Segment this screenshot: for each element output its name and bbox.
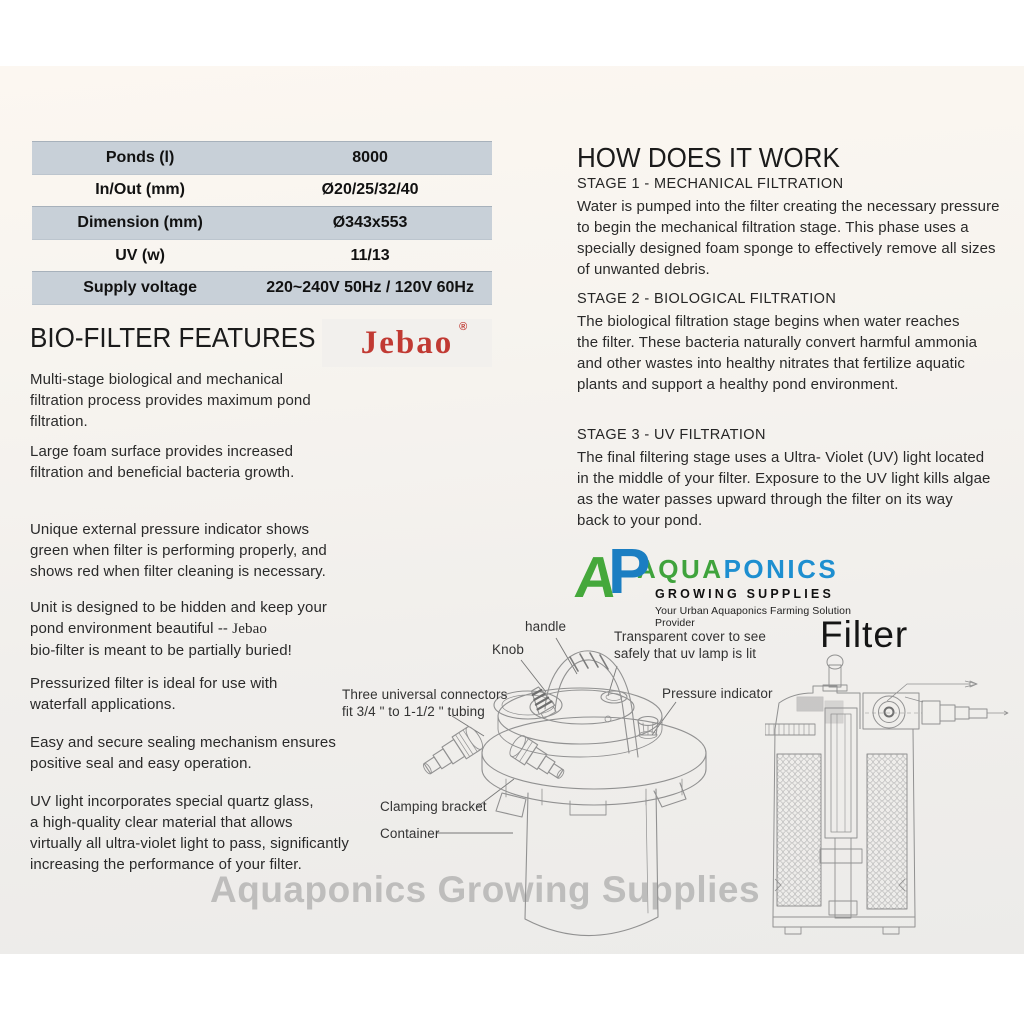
feature-paragraph: Pressurized filter is ideal for use with waterfall applications. bbox=[30, 675, 278, 713]
stage-heading: STAGE 1 - MECHANICAL FILTRATION bbox=[577, 176, 844, 192]
registered-mark: ® bbox=[459, 320, 468, 333]
monogram-a: A bbox=[571, 545, 621, 610]
brand-aqua: AQUA bbox=[637, 554, 724, 584]
jebao-inline-brand: Jebao bbox=[232, 621, 267, 637]
brand-ponics: PONICS bbox=[723, 554, 839, 584]
watermark-text: Aquaponics Growing Supplies bbox=[210, 869, 761, 910]
jebao-logo-text: Jebao ® bbox=[360, 320, 468, 361]
diagram-label-container: Container bbox=[380, 826, 440, 841]
diagram-label-transparent-cover: Transparent cover to see safely that uv lamp is lit bbox=[614, 629, 766, 661]
spec-label: Supply voltage bbox=[83, 279, 197, 297]
features-title: BIO-FILTER FEATURES bbox=[30, 322, 316, 353]
stage-body: The biological filtration stage begins when water reaches the filter. These bacteria naturally convert harmful ammonia and other wastes into healthy nitrates that fertilize aquatic plants and support a healthy pond environment. bbox=[577, 313, 978, 393]
filter-cross-section-diagram bbox=[765, 651, 1020, 951]
feature-paragraph: Unique external pressure indicator shows green when filter is performing properly, and shows red when filter cleaning is necessary. bbox=[30, 521, 327, 580]
monogram-p: P bbox=[608, 535, 651, 607]
diagram-label-knob: Knob bbox=[492, 642, 524, 657]
brand-subtitle: GROWING SUPPLIES bbox=[655, 587, 834, 601]
spec-value: 11/13 bbox=[350, 246, 390, 264]
spec-value: Ø20/25/32/40 bbox=[321, 181, 419, 199]
how-it-works-title: HOW DOES IT WORK bbox=[577, 142, 840, 173]
diagram-label-handle: handle bbox=[525, 619, 567, 634]
spec-value: Ø343x553 bbox=[332, 213, 408, 231]
spec-label: UV (w) bbox=[115, 246, 165, 264]
diagram-label-pressure-indicator: Pressure indicator bbox=[662, 686, 773, 701]
brand-tagline: Your Urban Aquaponics Farming Solution Provider bbox=[655, 605, 852, 629]
datasheet-photo bbox=[0, 66, 1024, 954]
feature-paragraph: Unit is designed to be hidden and keep your pond environment beautiful -- Jebao bio-filter is meant to be partially buried! bbox=[30, 599, 328, 659]
spec-value: 8000 bbox=[352, 148, 388, 166]
diagram-label-connectors: Three universal connectors fit 3/4 " to 1-1/2 " tubing bbox=[342, 687, 508, 719]
feature-paragraph: UV light incorporates special quartz glass, a high-quality clear material that allows virtually all ultra-violet light to pass, significantly increasing the performance of your filter. bbox=[30, 793, 349, 873]
spec-label: Ponds (l) bbox=[105, 148, 175, 166]
stage-heading: STAGE 2 - BIOLOGICAL FILTRATION bbox=[577, 291, 837, 307]
spec-label: Dimension (mm) bbox=[77, 213, 203, 231]
spec-label: In/Out (mm) bbox=[95, 181, 185, 199]
filter-diagram-title: Filter bbox=[820, 614, 909, 655]
diagram-label-clamping-bracket: Clamping bracket bbox=[380, 799, 487, 814]
stage-body: Water is pumped into the filter creating the necessary pressure to begin the mechanical filtration stage. This phase uses a specially designed foam sponge to effectively remove all sizes of unwanted debris. bbox=[577, 198, 1000, 278]
feature-paragraph: Multi-stage biological and mechanical filtration process provides maximum pond filtration. bbox=[30, 371, 311, 430]
feature-paragraph: Easy and secure sealing mechanism ensures positive seal and easy operation. bbox=[30, 734, 336, 772]
spec-value: 220~240V 50Hz / 120V 60Hz bbox=[266, 279, 474, 297]
stage-heading: STAGE 3 - UV FILTRATION bbox=[577, 427, 766, 443]
feature-paragraph: Large foam surface provides increased filtration and beneficial bacteria growth. bbox=[30, 443, 295, 481]
stage-body: The final filtering stage uses a Ultra- Violet (UV) light located in the middle of your filter. Exposure to the UV light kills algae as the water passes upward through the filter on its way back to your pond. bbox=[577, 449, 991, 529]
